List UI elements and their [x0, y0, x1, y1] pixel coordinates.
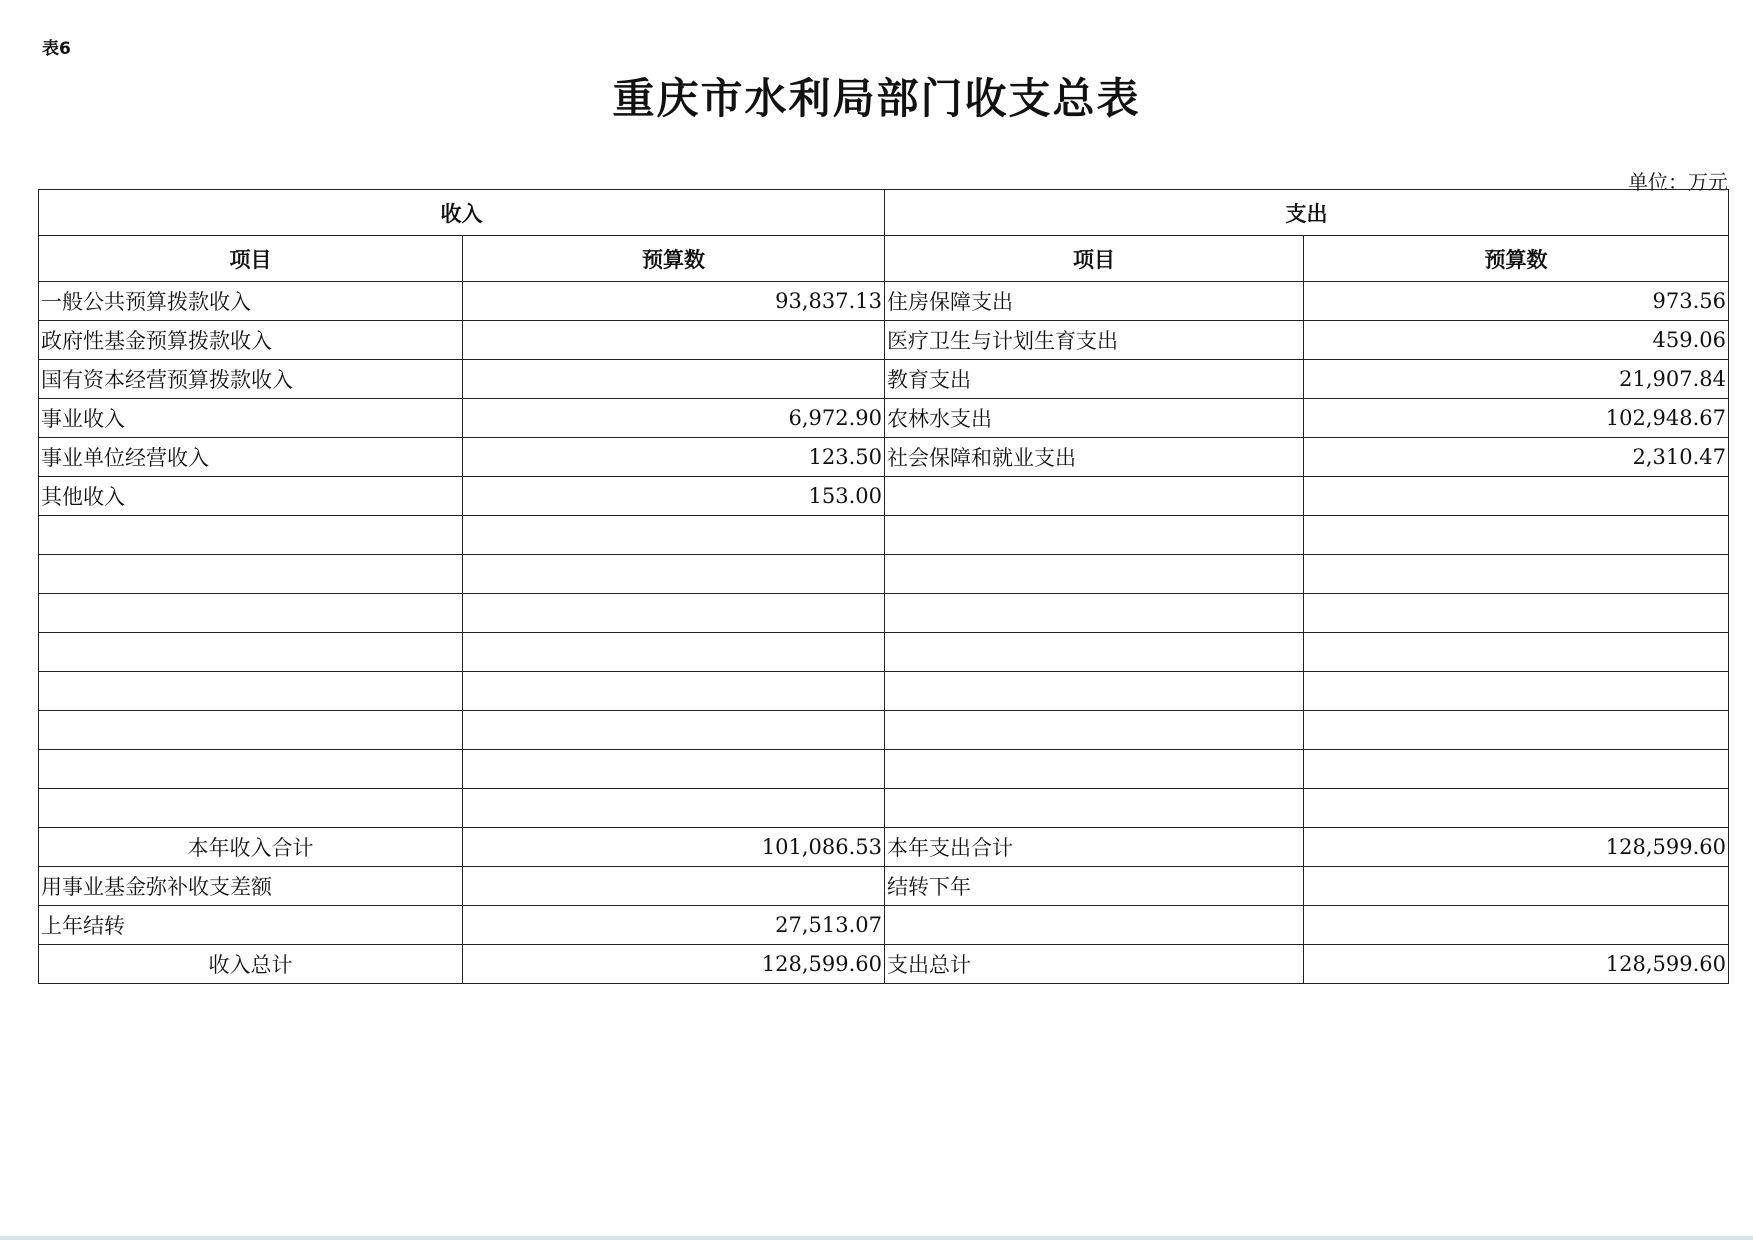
income-budget-header: 预算数: [463, 236, 885, 282]
income-value-cell: [463, 516, 885, 555]
expense-item-cell: 支出总计: [885, 945, 1304, 984]
page-title: 重庆市水利局部门收支总表: [612, 74, 1141, 123]
expense-value-cell: 102,948.67: [1304, 399, 1729, 438]
income-item-cell: 政府性基金预算拨款收入: [39, 321, 463, 360]
expense-budget-header: 预算数: [1304, 236, 1729, 282]
income-value-cell: 27,513.07: [463, 906, 885, 945]
income-value-cell: [463, 360, 885, 399]
expense-value-cell: 128,599.60: [1304, 828, 1729, 867]
expense-item-cell: [885, 672, 1304, 711]
table-row: [39, 672, 1729, 711]
total-row: [39, 945, 1729, 984]
income-item-cell: 事业单位经营收入: [39, 438, 463, 477]
income-value-cell: 6,972.90: [463, 399, 885, 438]
table-row: [39, 555, 1729, 594]
expense-value-cell: 21,907.84: [1304, 360, 1729, 399]
table-row: [39, 750, 1729, 789]
expense-value-cell: [1304, 516, 1729, 555]
total-row: [39, 828, 1729, 867]
table-row: [39, 633, 1729, 672]
table-row: [39, 516, 1729, 555]
expense-item-cell: 住房保障支出: [885, 282, 1304, 321]
expense-value-cell: 2,310.47: [1304, 438, 1729, 477]
expense-value-cell: 973.56: [1304, 282, 1729, 321]
expense-item-cell: [885, 789, 1304, 828]
page-bottom-edge: [0, 1236, 1753, 1240]
expense-value-cell: [1304, 633, 1729, 672]
column-header-row: [39, 236, 1729, 282]
expense-item-cell: [885, 906, 1304, 945]
table-row: [39, 321, 1729, 360]
unit-label: 单位：万元: [1628, 170, 1728, 194]
income-item-cell: 上年结转: [39, 906, 463, 945]
expense-item-cell: 社会保障和就业支出: [885, 438, 1304, 477]
income-item-cell: [39, 672, 463, 711]
expense-value-cell: [1304, 477, 1729, 516]
table-row: [39, 594, 1729, 633]
income-item-cell: [39, 750, 463, 789]
expense-item-cell: [885, 477, 1304, 516]
income-value-cell: 93,837.13: [463, 282, 885, 321]
expense-item-cell: [885, 750, 1304, 789]
income-item-cell: [39, 516, 463, 555]
income-value-cell: [463, 711, 885, 750]
income-item-cell: 一般公共预算拨款收入: [39, 282, 463, 321]
income-value-cell: [463, 633, 885, 672]
section-header-row: [39, 190, 1729, 236]
expense-value-cell: [1304, 711, 1729, 750]
income-value-cell: 128,599.60: [463, 945, 885, 984]
income-item-cell: 事业收入: [39, 399, 463, 438]
income-item-cell: 其他收入: [39, 477, 463, 516]
total-row: [39, 906, 1729, 945]
budget-summary-table: [38, 189, 1729, 984]
expense-value-cell: [1304, 750, 1729, 789]
income-value-cell: [463, 750, 885, 789]
income-value-cell: [463, 594, 885, 633]
table-row: [39, 711, 1729, 750]
table-row: [39, 399, 1729, 438]
expense-value-cell: [1304, 555, 1729, 594]
income-item-cell: 本年收入合计: [39, 828, 463, 867]
income-value-cell: 101,086.53: [463, 828, 885, 867]
expense-item-cell: 本年支出合计: [885, 828, 1304, 867]
income-item-cell: [39, 711, 463, 750]
expense-item-cell: 农林水支出: [885, 399, 1304, 438]
expense-item-cell: [885, 594, 1304, 633]
income-value-cell: [463, 321, 885, 360]
income-item-cell: 国有资本经营预算拨款收入: [39, 360, 463, 399]
income-value-cell: [463, 789, 885, 828]
expense-value-cell: [1304, 867, 1729, 906]
income-item-cell: 用事业基金弥补收支差额: [39, 867, 463, 906]
table-body: [39, 190, 1729, 984]
expense-value-cell: 128,599.60: [1304, 945, 1729, 984]
expense-item-cell: 医疗卫生与计划生育支出: [885, 321, 1304, 360]
expenditure-section-header: 支出: [885, 190, 1729, 236]
expense-item-cell: [885, 516, 1304, 555]
expense-value-cell: [1304, 906, 1729, 945]
income-section-header: 收入: [39, 190, 885, 236]
table-row: [39, 282, 1729, 321]
income-value-cell: [463, 555, 885, 594]
expense-item-header: 项目: [885, 236, 1304, 282]
income-value-cell: 153.00: [463, 477, 885, 516]
table-row: [39, 438, 1729, 477]
income-item-cell: [39, 555, 463, 594]
expense-item-cell: 教育支出: [885, 360, 1304, 399]
table-number-label: 表6: [42, 39, 71, 59]
expense-item-cell: [885, 555, 1304, 594]
expense-value-cell: [1304, 672, 1729, 711]
income-item-cell: [39, 789, 463, 828]
table-row: [39, 477, 1729, 516]
expense-item-cell: 结转下年: [885, 867, 1304, 906]
expense-value-cell: [1304, 789, 1729, 828]
income-item-cell: [39, 633, 463, 672]
income-item-header: 项目: [39, 236, 463, 282]
income-value-cell: [463, 867, 885, 906]
expense-value-cell: [1304, 594, 1729, 633]
income-item-cell: [39, 594, 463, 633]
expense-item-cell: [885, 633, 1304, 672]
income-item-cell: 收入总计: [39, 945, 463, 984]
income-value-cell: 123.50: [463, 438, 885, 477]
income-value-cell: [463, 672, 885, 711]
expense-value-cell: 459.06: [1304, 321, 1729, 360]
table-row: [39, 360, 1729, 399]
total-row: [39, 867, 1729, 906]
expense-item-cell: [885, 711, 1304, 750]
table-row: [39, 789, 1729, 828]
